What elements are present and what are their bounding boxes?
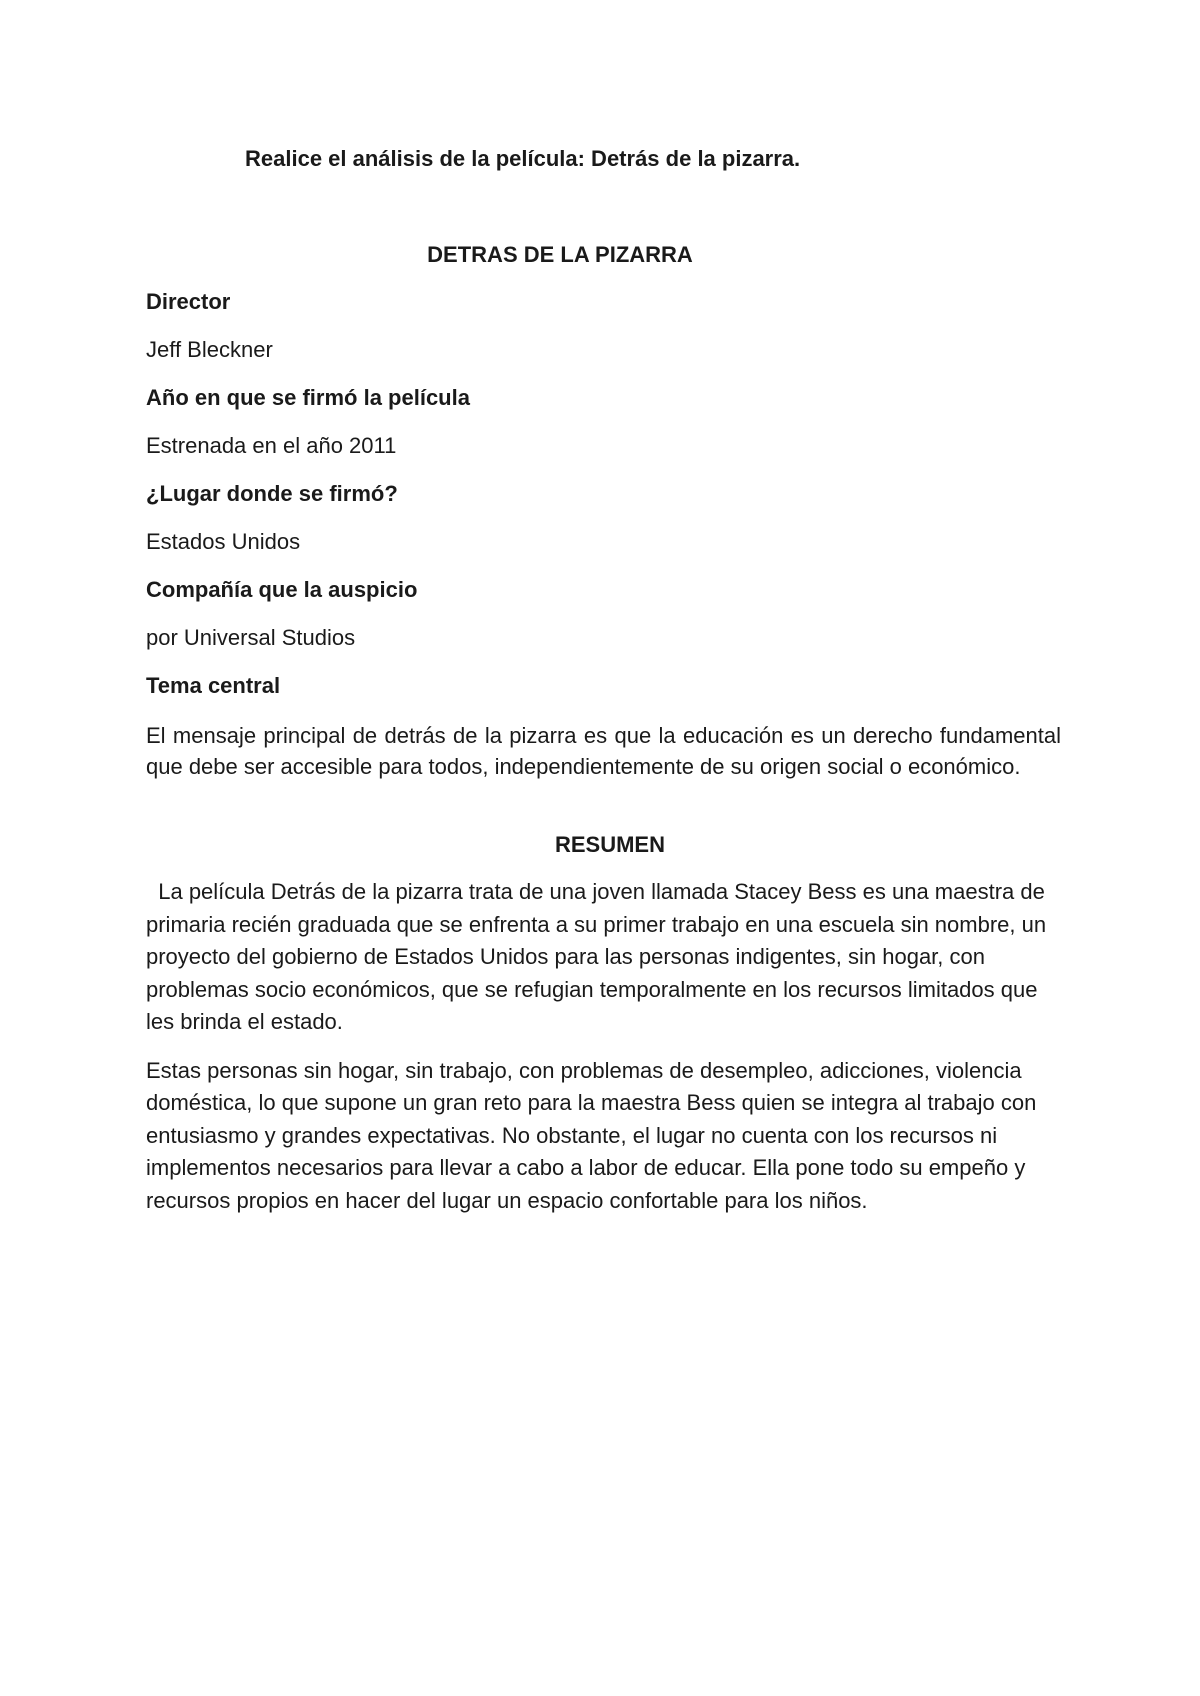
summary-paragraph-1-text: La película Detrás de la pizarra trata de una joven llamada Stacey Bess es una maestra de primaria recién graduada que se enfrenta a su primer trabajo en una escuela sin nombre, un proyecto del gobierno de Estados Unidos para las personas indigentes, sin hogar, con problemas socio económicos, que se refugian temporalmente en los recursos limitados que les brinda el estado.	[146, 879, 1047, 1034]
place-label: ¿Lugar donde se firmó?	[146, 481, 398, 506]
director-value: Jeff Bleckner	[146, 337, 273, 362]
assignment-heading: Realice el análisis de la película: Detrás de la pizarra.	[245, 146, 801, 171]
director-label: Director	[146, 289, 231, 314]
year-label: Año en que se firmó la película	[146, 385, 470, 410]
company-value: por Universal Studios	[146, 625, 356, 650]
summary-paragraph-2: Estas personas sin hogar, sin trabajo, con problemas de desempleo, adicciones, violencia doméstica, lo que supone un gran reto para la maestra Bess quien se integra al trabajo con entusiasmo y grandes expectativas. No obstante, el lugar no cuenta con los recursos ni implementos necesarios para llevar a cabo a labor de educar. Ella pone todo su empeño y recursos propios en hacer del lugar un espacio confortable para los niños.	[146, 1057, 1037, 1213]
company-label: Compañía que la auspicio	[146, 577, 418, 602]
summary-paragraph-1	[146, 876, 1066, 1039]
film-details	[146, 288, 1061, 782]
place-value: Estados Unidos	[146, 529, 301, 554]
summary-title: RESUMEN	[554, 832, 665, 857]
document-title: DETRAS DE LA PIZARRA	[427, 242, 693, 267]
year-value: Estrenada en el año 2011	[146, 433, 397, 458]
summary-body	[146, 876, 1066, 1233]
theme-label: Tema central	[146, 673, 281, 698]
theme-value: El mensaje principal de detrás de la pizarra es que la educación es un derecho fundamental que debe ser accesible para todos, independientemente de su origen social o económico.	[146, 723, 1061, 779]
